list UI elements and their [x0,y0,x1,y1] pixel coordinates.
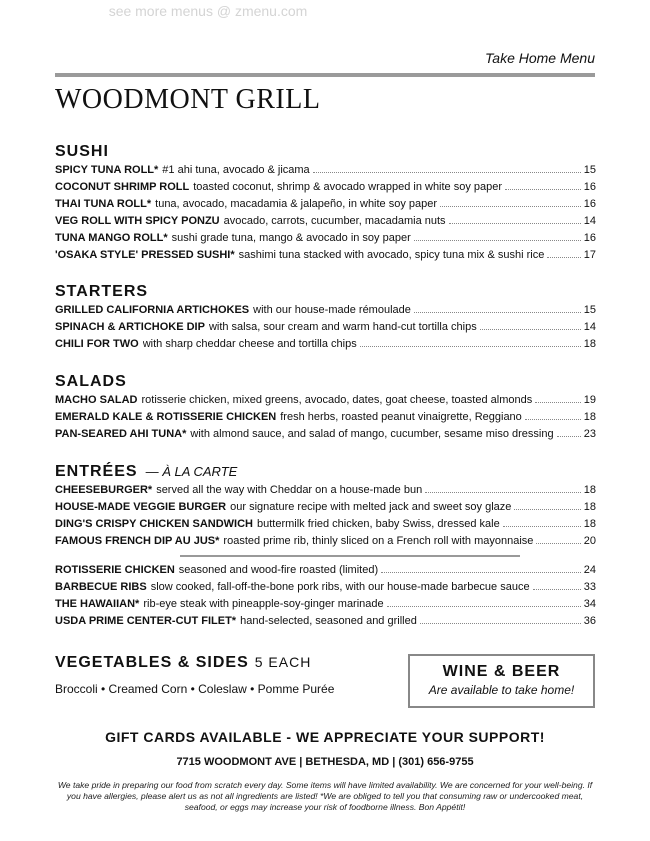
item-price: 18 [583,501,596,513]
dot-leader [414,231,581,241]
item-name: THAI TUNA ROLL* [55,198,152,210]
wine-title: WINE & BEER [442,663,561,680]
item-description: with salsa, sour cream and warm hand-cut tortilla chips [208,321,477,333]
menu-item [55,231,596,248]
item-price: 24 [583,564,596,576]
item-price: 20 [583,535,596,547]
item-name: MACHO SALAD [55,394,138,406]
item-name: DING'S CRISPY CHICKEN SANDWICH [55,518,253,530]
wine-beer-box [408,654,595,708]
dot-leader [533,580,581,590]
dot-leader [414,303,581,313]
menu-item [55,303,596,320]
dot-leader [420,614,581,624]
section-entres [55,463,596,631]
item-description: rib-eye steak with pineapple-soy-ginger marinade [143,598,384,610]
item-description: sashimi tuna stacked with avocado, spicy tuna mix & sushi rice [238,249,545,261]
item-name: ROTISSERIE CHICKEN [55,564,175,576]
item-price: 16 [583,198,596,210]
item-price: 18 [583,518,596,530]
menu-item [55,580,596,597]
item-name: SPINACH & ARTICHOKE DIP [55,321,205,333]
item-description: with our house-made rémoulade [253,304,411,316]
menu-item [55,517,596,534]
dot-leader [381,563,581,573]
menu-item [55,410,596,427]
item-price: 18 [583,411,596,423]
menu-item [55,393,596,410]
dot-leader [547,248,580,258]
item-name: VEG ROLL WITH SPICY PONZU [55,215,220,227]
dot-leader [525,410,581,420]
item-description: seasoned and wood-fire roasted (limited) [178,564,379,576]
item-description: sushi grade tuna, mango & avocado in soy paper [171,232,411,244]
menu-item [55,597,596,614]
item-price: 18 [583,484,596,496]
item-description: tuna, avocado, macadamia & jalapeño, in white soy paper [155,198,438,210]
sides-title: VEGETABLES & SIDES [55,654,249,671]
item-price: 19 [583,394,596,406]
item-price: 23 [583,428,596,440]
menu-tagline: Take Home Menu [485,50,595,66]
section-heading [55,463,596,483]
divider [180,555,520,557]
item-description: roasted prime rib, thinly sliced on a French roll with mayonnaise [223,535,534,547]
section-heading [55,373,596,393]
menu-item [55,214,596,231]
item-price: 34 [583,598,596,610]
item-name: HOUSE-MADE VEGGIE BURGER [55,501,227,513]
watermark: see more menus @ zmenu.com [108,3,308,19]
restaurant-title: WOODMONT GRILL [55,84,321,115]
section-starters [55,283,596,354]
dot-leader [440,197,581,207]
dot-leader [557,427,581,437]
section-subtitle: — À LA CARTE [145,464,238,479]
menu-item [55,180,596,197]
item-price: 14 [583,321,596,333]
menu-item [55,563,596,580]
section-title: ENTRÉES [55,463,138,480]
dot-leader [536,534,580,544]
section-title: STARTERS [55,283,149,300]
item-description: rotisserie chicken, mixed greens, avocado, dates, goat cheese, toasted almonds [141,394,533,406]
menu-item [55,500,596,517]
item-name: GRILLED CALIFORNIA ARTICHOKES [55,304,250,316]
item-name: USDA PRIME CENTER-CUT FILET* [55,615,237,627]
dot-leader [505,180,581,190]
item-description: with sharp cheddar cheese and tortilla chips [142,338,357,350]
section-title: SALADS [55,373,127,390]
item-price: 17 [583,249,596,261]
item-name: EMERALD KALE & ROTISSERIE CHICKEN [55,411,277,423]
item-name: BARBECUE RIBS [55,581,147,593]
item-name: CHEESEBURGER* [55,484,153,496]
dot-leader [313,163,581,173]
dot-leader [503,517,581,527]
item-description: with almond sauce, and salad of mango, cucumber, sesame miso dressing [190,428,554,440]
item-name: COCONUT SHRIMP ROLL [55,181,190,193]
address-line: 7715 WOODMONT AVE | BETHESDA, MD | (301) 656-9755 [176,756,474,768]
item-description: #1 ahi tuna, avocado & jicama [162,164,310,176]
item-description: fresh herbs, roasted peanut vinaigrette, Reggiano [280,411,522,423]
item-name: TUNA MANGO ROLL* [55,232,168,244]
item-name: THE HAWAIIAN* [55,598,140,610]
item-price: 16 [583,232,596,244]
item-price: 15 [583,164,596,176]
item-price: 33 [583,581,596,593]
dot-leader [425,483,581,493]
dot-leader [360,337,581,347]
dot-leader [480,320,581,330]
item-description: served all the way with Cheddar on a house-made bun [156,484,423,496]
sides-price: 5 EACH [254,654,312,670]
section-salads [55,373,596,444]
menu-item [55,337,596,354]
dot-leader [449,214,581,224]
item-name: SPICY TUNA ROLL* [55,164,159,176]
header-rule [55,73,595,77]
menu-item [55,320,596,337]
item-description: avocado, carrots, cucumber, macadamia nuts [223,215,446,227]
wine-subtitle: Are available to take home! [428,683,575,697]
item-price: 14 [583,215,596,227]
menu-item [55,483,596,500]
section-sushi [55,143,596,265]
item-description: buttermilk fried chicken, baby Swiss, dressed kale [256,518,500,530]
item-price: 16 [583,181,596,193]
gift-cards-banner: GIFT CARDS AVAILABLE - WE APPRECIATE YOUR SUPPORT! [105,729,545,745]
menu-item [55,248,596,265]
item-price: 18 [583,338,596,350]
disclaimer: We take pride in preparing our food from scratch every day. Some items will have limited availability. We are concerned for your well-being. If you have allergies, please alert us as not all ingredients are listed! *We are obliged to tell you that consuming raw or undercooked meat, seafood, or eggs may increase your risk of foodborne illness. Bon Appétit! [57,780,593,812]
item-description: slow cooked, fall-off-the-bone pork ribs, with our house-made barbecue sauce [150,581,530,593]
item-price: 15 [583,304,596,316]
section-heading [55,283,596,303]
item-name: FAMOUS FRENCH DIP AU JUS* [55,535,220,547]
item-description: toasted coconut, shrimp & avocado wrapped in white soy paper [193,181,503,193]
menu-item [55,163,596,180]
item-name: 'OSAKA STYLE' PRESSED SUSHI* [55,249,235,261]
menu-item [55,197,596,214]
sides-list: Broccoli • Creamed Corn • Coleslaw • Pomme Purée [55,682,335,696]
dot-leader [535,393,581,403]
item-price: 36 [583,615,596,627]
item-name: CHILI FOR TWO [55,338,139,350]
item-name: PAN-SEARED AHI TUNA* [55,428,187,440]
section-heading [55,143,596,163]
item-description: hand-selected, seasoned and grilled [240,615,417,627]
dot-leader [387,597,581,607]
dot-leader [514,500,580,510]
menu-item [55,534,596,551]
sides-section [55,654,334,696]
menu-item [55,614,596,631]
item-description: our signature recipe with melted jack and sweet soy glaze [230,501,512,513]
section-title: SUSHI [55,143,109,160]
menu-item [55,427,596,444]
